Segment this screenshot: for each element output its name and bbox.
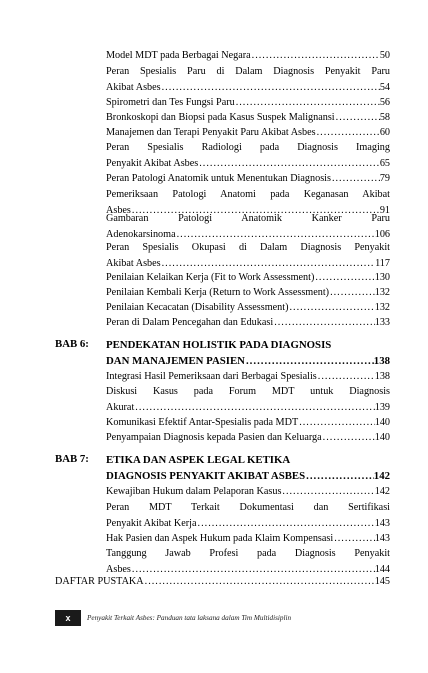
toc-entry: Peran di Dalam Pencegahan dan Edukasi ..... 133 (106, 315, 390, 331)
toc-entry: Bronkoskopi dan Biopsi pada Kasus Suspek Malignansi ..... 58 (106, 110, 390, 126)
page-number: x (55, 610, 81, 626)
chapter-label: BAB 7: (55, 453, 89, 465)
toc-entry: Pemeriksaan Patologi Anatomi pada Keganasan Akibat Asbes ..... 91 (106, 187, 390, 218)
page-footer (55, 610, 390, 626)
toc-entry: Peran Spesialis Okupasi di Dalam Diagnosis Penyakit Akibat Asbes ..... 117 (106, 240, 390, 271)
toc-entry: Integrasi Hasil Pemeriksaan dari Berbagai Spesialis ..... 138 (106, 369, 390, 385)
toc-entry: Gambaran Patologi Anatomik Kanker Paru Adenokarsinoma ..... 106 (106, 211, 390, 242)
toc-entry: Model MDT pada Berbagai Negara ..... 50 (106, 48, 390, 64)
toc-entry: Hak Pasien dan Aspek Hukum pada Klaim Kompensasi ..... 143 (106, 531, 390, 547)
chapter-title: ETIKA DAN ASPEK LEGAL KETIKA DIAGNOSIS PENYAKIT AKIBAT ASBES ..... 142 (106, 453, 390, 484)
toc-entry: Tanggung Jawab Profesi pada Diagnosis Penyakit Asbes ..... 144 (106, 546, 390, 577)
toc-entry: Penilaian Kelaikan Kerja (Fit to Work Assessment) ..... 130 (106, 270, 390, 286)
toc-entry-daftar-pustaka: DAFTAR PUSTAKA ..... 145 (55, 574, 390, 590)
toc-entry: Peran Spesialis Paru di Dalam Diagnosis Penyakit Paru Akibat Asbes ..... 54 (106, 64, 390, 95)
toc-entry: Peran MDT Terkait Dokumentasi dan Sertifikasi Penyakit Akibat Kerja ..... 143 (106, 500, 390, 531)
toc-entry: Peran Patologi Anatomik untuk Menentukan Diagnosis ..... 79 (106, 171, 390, 187)
toc-entry: Penilaian Kecacatan (Disability Assessment) ..... 132 (106, 300, 390, 316)
toc-entry: Komunikasi Efektif Antar-Spesialis pada MDT ..... 140 (106, 415, 390, 431)
toc-entry: Kewajiban Hukum dalam Pelaporan Kasus ..... 142 (106, 484, 390, 500)
chapter-title: PENDEKATAN HOLISTIK PADA DIAGNOSIS DAN MANAJEMEN PASIEN ..... 138 (106, 338, 390, 369)
toc-entry: Spirometri dan Tes Fungsi Paru ..... 56 (106, 95, 390, 111)
chapter-label: BAB 6: (55, 338, 89, 350)
toc-entry: Manajemen dan Terapi Penyakit Paru Akibat Asbes ..... 60 (106, 125, 390, 141)
toc-entry: Penilaian Kembali Kerja (Return to Work Assessment) ..... 132 (106, 285, 390, 301)
toc-entry: Penyampaian Diagnosis kepada Pasien dan Keluarga ..... 140 (106, 430, 390, 446)
toc-entry: Diskusi Kasus pada Forum MDT untuk Diagnosis Akurat ..... 139 (106, 384, 390, 415)
toc-entry: Peran Spesialis Radiologi pada Diagnosis Imaging Penyakit Akibat Asbes ..... 65 (106, 140, 390, 171)
running-footer-text: Penyakit Terkait Asbes: Panduan tata laksana dalam Tim Multidisiplin (87, 614, 292, 622)
